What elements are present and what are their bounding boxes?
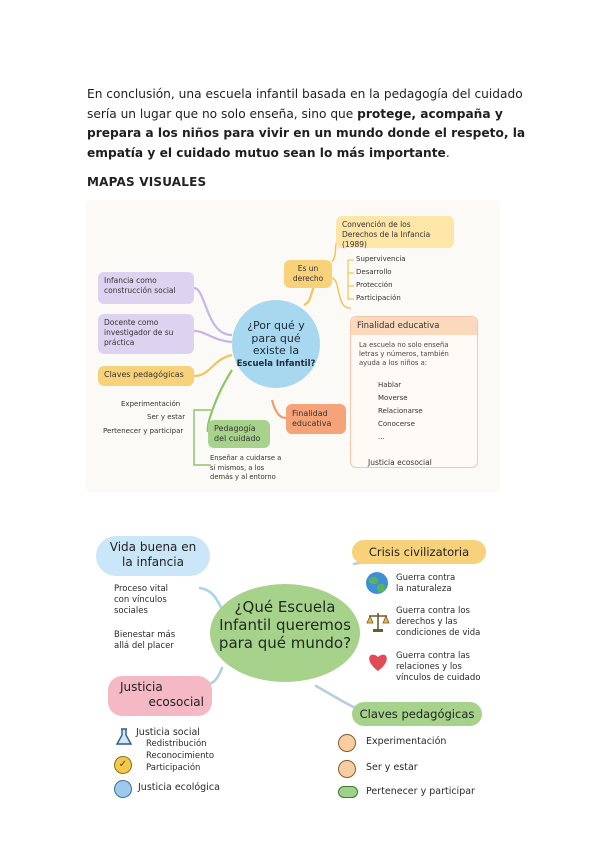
mind-map-1 xyxy=(86,200,500,492)
finalidad-panel xyxy=(350,316,478,468)
vida-item xyxy=(114,584,168,617)
flask-icon xyxy=(116,728,132,746)
leaf-icon xyxy=(114,780,132,798)
finalidad-item: Moverse xyxy=(378,394,408,402)
crisis-line: derechos y las xyxy=(396,617,458,627)
claves-item: Pertenecer y participar xyxy=(366,786,475,797)
crisis-line: condiciones de vida xyxy=(396,628,481,638)
face-icon xyxy=(338,760,356,778)
pedagogia-box: Pedagogía del cuidado xyxy=(208,420,270,448)
finalidad-item: Relacionarse xyxy=(378,407,423,415)
crisis-line: relaciones y los xyxy=(396,662,462,672)
justicia-social-item: Reconocimiento xyxy=(146,751,215,761)
check-icon: ✓ xyxy=(114,756,132,774)
map2-center xyxy=(210,584,360,682)
crisis-line: Guerra contra los xyxy=(396,606,470,616)
derecho-item: Supervivencia xyxy=(356,255,406,263)
paragraph-end: . xyxy=(445,145,450,160)
justicia-pill xyxy=(108,676,212,716)
derecho-item: Desarrollo xyxy=(356,268,392,276)
crisis-pill: Crisis civilizatoria xyxy=(352,540,486,564)
derecho-item: Participación xyxy=(356,294,401,302)
finalidad-item: ... xyxy=(378,433,385,441)
claves-item: Experimentación xyxy=(366,736,447,747)
justicia-social-item: Redistribución xyxy=(146,739,207,749)
crisis-line: la naturaleza xyxy=(396,584,452,594)
vida-item xyxy=(114,630,175,652)
crisis-line: Guerra contra las xyxy=(396,651,470,661)
infancia-box: Infancia como construcción social xyxy=(98,272,194,304)
pedagogia-item: Ser y estar xyxy=(147,413,186,421)
vida-buena-pill xyxy=(96,536,210,576)
crisis-line: Guerra contra xyxy=(396,573,456,583)
section-heading: MAPAS VISUALES xyxy=(87,175,207,189)
claves-item: Ser y estar xyxy=(366,762,418,773)
pedagogia-item: Experimentación xyxy=(121,400,181,408)
docente-box: Docente como investigador de su práctica xyxy=(98,314,194,354)
crisis-line: vínculos de cuidado xyxy=(396,673,481,683)
vida-line: con vínculos xyxy=(114,595,167,605)
claves-pill: Claves pedagógicas xyxy=(352,702,482,726)
center-line: para qué xyxy=(251,331,301,345)
mind-map-2 xyxy=(84,518,510,806)
paragraph-text: En conclusión, una escuela infantil basada en la pedagogía del cuidado sería un lugar que no solo enseña, sino que xyxy=(87,87,523,121)
vida-line: allá del placer xyxy=(114,641,174,651)
justicia-title-line: Justicia xyxy=(120,680,163,694)
justicia-social-item: Participación xyxy=(146,763,201,773)
vida-title-line: Vida buena en xyxy=(109,540,197,554)
paragraph-bold-text: protege, acompaña y prepara a los niños para vivir en un mundo donde el respeto, la empatía y el cuidado mutuo sean lo más importante xyxy=(87,106,526,160)
center2-line: Infantil queremos xyxy=(219,616,351,634)
center2-line: para qué mundo? xyxy=(218,634,352,652)
finalidad-item: Conocerse xyxy=(378,420,415,428)
derecho-box: Es un derecho xyxy=(284,260,332,288)
ensenar-text: Enseñar a cuidarse a sí mismos, a los demás y al entorno xyxy=(210,454,282,481)
finalidad-title: Finalidad educativa xyxy=(351,317,477,335)
globe-icon xyxy=(366,572,388,594)
center-line: Escuela Infantil? xyxy=(236,358,316,369)
vida-line: Proceso vital xyxy=(114,584,169,594)
crisis-item xyxy=(396,606,480,639)
conclusion-paragraph xyxy=(87,85,527,163)
vida-line: sociales xyxy=(114,606,148,616)
scales-icon xyxy=(366,611,390,633)
hands-icon xyxy=(338,786,358,798)
crisis-item xyxy=(396,573,455,595)
finalidad-text: La escuela no solo enseña letras y números, también ayuda a los niños a: xyxy=(359,341,449,367)
derecho-item: Protección xyxy=(356,281,393,289)
crisis-item xyxy=(396,651,480,684)
claves-box: Claves pedagógicas xyxy=(98,366,194,386)
finalidad-node: Finalidad educativa xyxy=(286,404,346,434)
center2-line: ¿Qué Escuela xyxy=(234,598,336,616)
vida-line: Bienestar más xyxy=(114,630,176,640)
map1-center-circle xyxy=(232,300,320,388)
justicia-title-line: ecosocial xyxy=(148,695,204,709)
vida-title-line: la infancia xyxy=(122,555,184,569)
pedagogia-item: Pertenecer y participar xyxy=(103,427,184,435)
heart-icon xyxy=(367,652,389,672)
face-icon xyxy=(338,734,356,752)
center-line: existe la xyxy=(252,344,300,357)
justicia-ecologica-label: Justicia ecológica xyxy=(138,782,220,793)
justicia-social-label: Justicia social xyxy=(136,727,200,738)
convencion-box: Convención de los Derechos de la Infancia (1989) xyxy=(336,216,454,248)
justicia-label: Justicia ecosocial xyxy=(368,458,432,467)
finalidad-item: Hablar xyxy=(378,381,402,389)
center-line: ¿Por qué y xyxy=(247,319,305,332)
